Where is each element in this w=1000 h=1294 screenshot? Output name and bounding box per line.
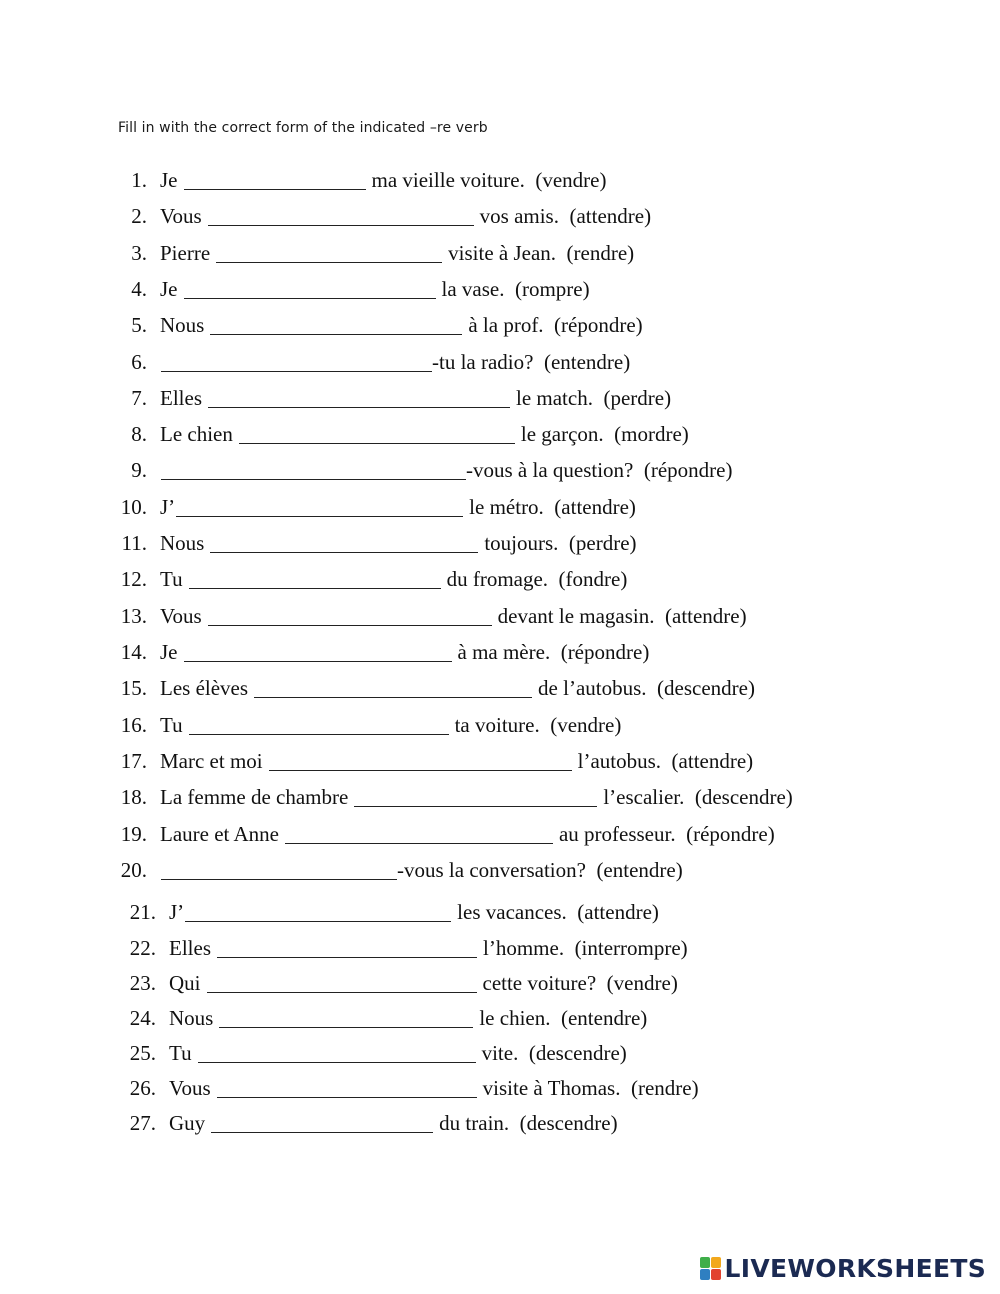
item-subject: Marc et moi (160, 749, 263, 773)
answer-blank-26[interactable] (217, 1096, 477, 1098)
item-rest: cette voiture? (vendre) (482, 971, 678, 995)
answer-blank-2[interactable] (208, 224, 474, 226)
item-rest: -vous à la question? (répondre) (466, 458, 733, 482)
exercise-item-21 (0, 900, 659, 930)
exercise-item-10 (0, 495, 636, 525)
item-rest: vos amis. (attendre) (479, 204, 652, 228)
exercise-item-25 (0, 1041, 627, 1071)
answer-blank-5[interactable] (210, 333, 462, 335)
item-rest: le métro. (attendre) (469, 495, 636, 519)
item-subject: Je (160, 168, 178, 192)
exercise-item-1 (0, 168, 607, 198)
item-number: 5. (131, 313, 147, 337)
item-subject: Tu (160, 713, 183, 737)
exercise-item-17 (0, 749, 753, 779)
exercise-item-20 (0, 858, 683, 888)
exercise-item-8 (0, 422, 689, 452)
item-number: 27. (129, 1111, 156, 1135)
item-number: 21. (129, 900, 156, 924)
item-subject: Le chien (160, 422, 233, 446)
item-subject: Je (160, 640, 178, 664)
item-rest: du train. (descendre) (439, 1111, 618, 1135)
item-subject: Vous (169, 1076, 211, 1100)
item-subject: Les élèves (160, 676, 249, 700)
answer-blank-16[interactable] (189, 733, 449, 735)
answer-blank-7[interactable] (208, 406, 510, 408)
item-subject: Qui (169, 971, 201, 995)
logo-square (700, 1269, 710, 1280)
answer-blank-24[interactable] (219, 1026, 473, 1028)
item-subject: Guy (169, 1111, 206, 1135)
item-number: 22. (129, 936, 156, 960)
item-rest: au professeur. (répondre) (558, 822, 775, 846)
item-rest: ta voiture. (vendre) (454, 713, 622, 737)
item-subject: Tu (169, 1041, 192, 1065)
item-rest: le garçon. (mordre) (520, 422, 689, 446)
item-rest: la vase. (rompre) (441, 277, 590, 301)
item-number: 23. (129, 971, 156, 995)
item-number: 16. (120, 713, 147, 737)
item-rest: devant le magasin. (attendre) (497, 604, 747, 628)
exercise-item-4 (0, 277, 590, 307)
item-number: 24. (129, 1006, 156, 1030)
exercise-item-18 (0, 785, 793, 815)
item-number: 25. (129, 1041, 156, 1065)
exercise-item-24 (0, 1006, 647, 1036)
item-rest: l’escalier. (descendre) (603, 785, 793, 809)
logo-icon (700, 1257, 721, 1280)
item-rest: le chien. (entendre) (479, 1006, 648, 1030)
answer-blank-14[interactable] (184, 660, 452, 662)
item-subject: Nous (160, 531, 205, 555)
item-number: 12. (120, 567, 147, 591)
worksheet-instructions: Fill in with the correct form of the indicated –re verb (118, 120, 488, 136)
logo-square (700, 1257, 710, 1268)
answer-blank-9[interactable] (161, 478, 466, 480)
item-rest: -vous la conversation? (entendre) (397, 858, 683, 882)
item-rest: les vacances. (attendre) (457, 900, 659, 924)
item-subject: Vous (160, 604, 202, 628)
item-number: 6. (131, 350, 147, 374)
item-number: 14. (120, 640, 147, 664)
exercise-item-23 (0, 971, 678, 1001)
item-number: 3. (131, 241, 147, 265)
exercise-item-14 (0, 640, 649, 670)
item-rest: -tu la radio? (entendre) (432, 350, 631, 374)
answer-blank-1[interactable] (184, 188, 366, 190)
exercise-item-9 (0, 458, 733, 488)
item-subject: Vous (160, 204, 202, 228)
answer-blank-25[interactable] (198, 1061, 476, 1063)
answer-blank-8[interactable] (239, 442, 515, 444)
item-rest: du fromage. (fondre) (446, 567, 628, 591)
answer-blank-19[interactable] (285, 842, 553, 844)
item-subject: Pierre (160, 241, 211, 265)
item-subject: J’ (169, 900, 185, 924)
exercise-item-7 (0, 386, 671, 416)
item-rest: de l’autobus. (descendre) (538, 676, 755, 700)
answer-blank-22[interactable] (217, 956, 477, 958)
item-number: 7. (131, 386, 147, 410)
item-rest: visite à Thomas. (rendre) (482, 1076, 699, 1100)
answer-blank-15[interactable] (254, 696, 532, 698)
answer-blank-6[interactable] (161, 370, 432, 372)
exercise-item-5 (0, 313, 643, 343)
item-subject: La femme de chambre (160, 785, 349, 809)
item-subject: J’ (160, 495, 176, 519)
exercise-item-26 (0, 1076, 699, 1106)
item-number: 2. (131, 204, 147, 228)
item-rest: à ma mère. (répondre) (457, 640, 650, 664)
item-subject: Elles (169, 936, 211, 960)
item-number: 8. (131, 422, 147, 446)
exercise-item-13 (0, 604, 747, 634)
answer-blank-20[interactable] (161, 878, 397, 880)
item-subject: Elles (160, 386, 202, 410)
exercise-item-15 (0, 676, 755, 706)
item-subject: Nous (160, 313, 205, 337)
answer-blank-23[interactable] (207, 991, 477, 993)
exercise-item-27 (0, 1111, 618, 1141)
answer-blank-21[interactable] (185, 920, 451, 922)
answer-blank-3[interactable] (216, 261, 442, 263)
answer-blank-10[interactable] (176, 515, 463, 517)
item-rest: l’autobus. (attendre) (577, 749, 754, 773)
exercise-item-16 (0, 713, 621, 743)
answer-blank-18[interactable] (354, 805, 597, 807)
item-number: 17. (120, 749, 147, 773)
item-number: 10. (120, 495, 147, 519)
item-rest: visite à Jean. (rendre) (448, 241, 635, 265)
item-number: 11. (121, 531, 147, 555)
answer-blank-4[interactable] (184, 297, 436, 299)
item-rest: vite. (descendre) (481, 1041, 627, 1065)
exercise-item-2 (0, 204, 651, 234)
logo-square (711, 1269, 721, 1280)
item-subject: Nous (169, 1006, 214, 1030)
answer-blank-27[interactable] (211, 1131, 433, 1133)
answer-blank-17[interactable] (269, 769, 572, 771)
item-number: 9. (131, 458, 147, 482)
exercise-item-6 (0, 350, 630, 380)
item-number: 15. (120, 676, 147, 700)
exercise-item-11 (0, 531, 637, 561)
item-rest: l’homme. (interrompre) (483, 936, 688, 960)
answer-blank-12[interactable] (189, 587, 441, 589)
item-number: 19. (120, 822, 147, 846)
exercise-item-22 (0, 936, 688, 966)
item-number: 1. (131, 168, 147, 192)
liveworksheets-logo[interactable] (700, 1254, 986, 1283)
item-subject: Je (160, 277, 178, 301)
item-number: 4. (131, 277, 147, 301)
item-number: 13. (120, 604, 147, 628)
item-number: 20. (120, 858, 147, 882)
item-number: 18. (120, 785, 147, 809)
item-subject: Tu (160, 567, 183, 591)
logo-text: LIVEWORKSHEETS (724, 1254, 986, 1283)
exercise-item-3 (0, 241, 634, 271)
item-rest: à la prof. (répondre) (468, 313, 643, 337)
exercise-item-19 (0, 822, 775, 852)
exercise-item-12 (0, 567, 627, 597)
item-subject: Laure et Anne (160, 822, 279, 846)
answer-blank-13[interactable] (208, 624, 492, 626)
item-rest: le match. (perdre) (516, 386, 672, 410)
item-number: 26. (129, 1076, 156, 1100)
logo-square (711, 1257, 721, 1268)
item-rest: ma vieille voiture. (vendre) (371, 168, 607, 192)
answer-blank-11[interactable] (210, 551, 478, 553)
item-rest: toujours. (perdre) (484, 531, 637, 555)
